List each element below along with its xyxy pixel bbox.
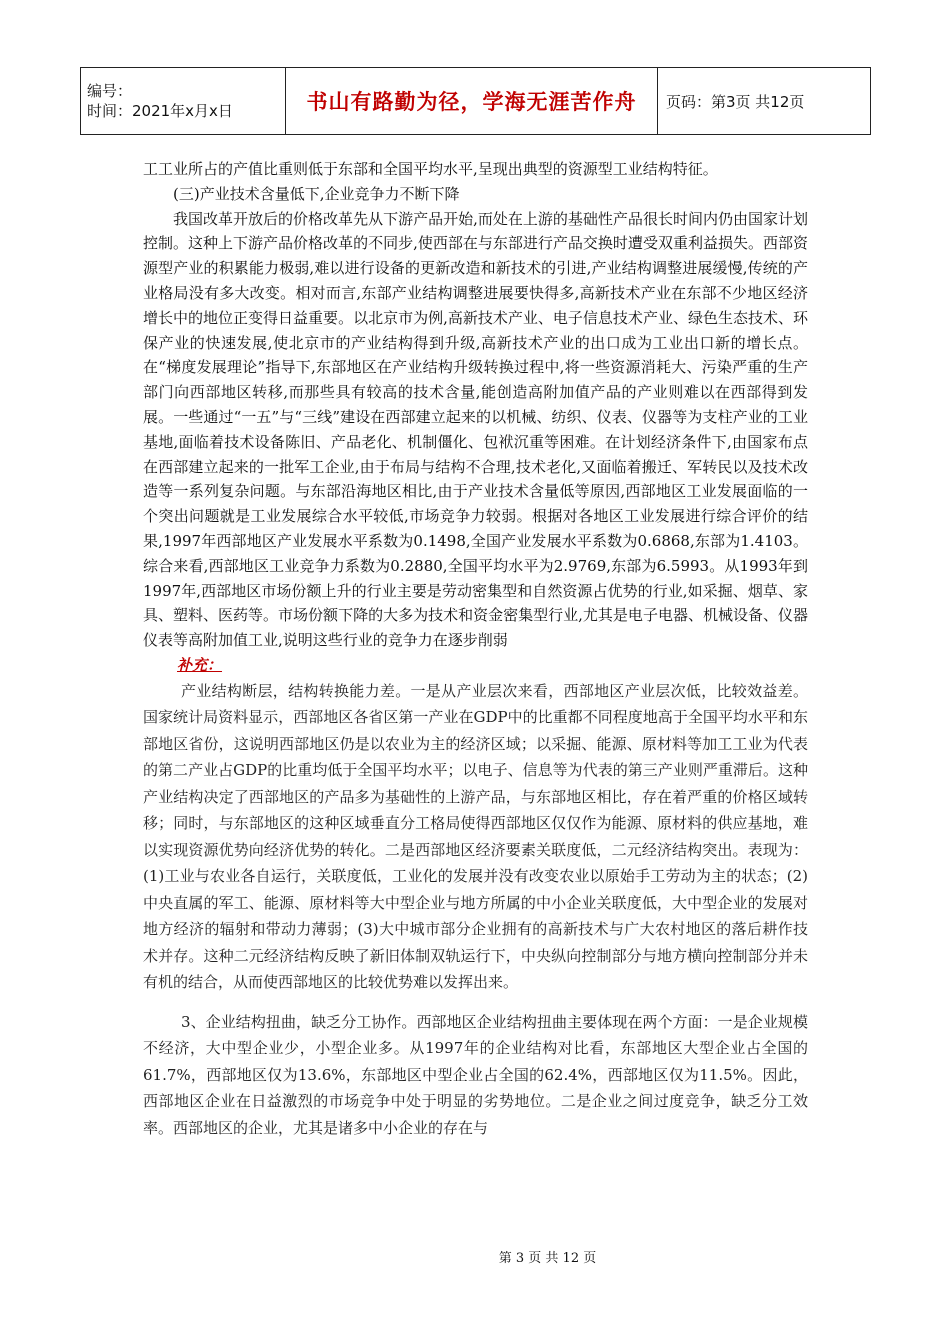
page-footer: 第 3 页 共 12 页 [498, 1251, 597, 1266]
section-heading: (三)产业技术含量低下,企业竞争力不断下降 [173, 184, 460, 203]
document-body [143, 157, 808, 1141]
supplement-paragraph: 3、企业结构扭曲，缺乏分工协作。西部地区企业结构扭曲主要体现在两个方面：一是企业规模不经济，大中型企业少，小型企业多。从1997年的企业结构对比看，东部地区大型企业占全国的61.7%，西部地区仅为13.6%，东部地区中型企业占全国的62.4%，西部地区仅为11.5%。因此，西部地区企业在日益激烈的市场竞争中处于明显的劣势地位。二是企业之间过度竞争，缺乏分工效率。西部地区的企业，尤其是诸多中小企业的存在与 [143, 1012, 808, 1137]
page-header [80, 67, 871, 135]
document-number-label: 编号： [87, 82, 133, 100]
header-motto: 书山有路勤为径，学海无涯苦作舟 [286, 68, 658, 135]
supplement-paragraph: 产业结构断层，结构转换能力差。一是从产业层次来看，西部地区产业层次低，比较效益差。国家统计局资料显示，西部地区各省区第一产业在GDP中的比重都不同程度地高于全国平均水平和东部地区省份，这说明西部地区仍是以农业为主的经济区域；以采掘、能源、原材料等加工工业为代表的第二产业占GDP的比重均低于全国平均水平；以电子、信息等为代表的第三产业则严重滞后。这种产业结构决定了西部地区的产品多为基础性的上游产品，与东部地区相比，存在着严重的价格区域转移；同时，与东部地区的这种区域垂直分工格局使得西部地区仅仅作为能源、原材料的供应基地，难以实现资源优势向经济优势的转化。二是西部地区经济要素关联度低，二元经济结构突出。表现为：(1)工业与农业各自运行，关联度低，工业化的发展并没有改变农业以原始手工劳动为主的状态；(2)中央直属的军工、能源、原材料等大中型企业与地方所属的中小企业关联度低，大中型企业的发展对地方经济的辐射和带动力薄弱；(3)大中城市部分企业拥有的高新技术与广大农村地区的落后耕作技术并存。这种二元经济结构反映了新旧体制双轨运行下，中央纵向控制部分与地方横向控制部分并未有机的结合，从而使西部地区的比较优势难以发挥出来。 [143, 681, 808, 992]
header-info-cell [81, 68, 286, 135]
body-paragraph: 我国改革开放后的价格改革先从下游产品开始,而处在上游的基础性产品很长时间内仍由国家计划控制。这种上下游产品价格改革的不同步,使西部在与东部进行产品交换时遭受双重利益损失。西部资源型产业的积累能力极弱,难以进行设备的更新改造和新技术的引进,产业结构调整进展缓慢,传统的产业格局没有多大改变。相对而言,东部产业结构调整进展要快得多,高新技术产业在东部不少地区经济增长中的地位正变得日益重要。以北京市为例,高新技术产业、电子信息技术产业、绿色生态技术、环保产业的快速发展,使北京市的产业结构得到升级,高新技术产业的出口成为工业出口新的增长点。在“梯度发展理论”指导下,东部地区在产业结构升级转换过程中,将一些资源消耗大、污染严重的生产部门向西部地区转移,而那些具有较高的技术含量,能创造高附加值产品的产业则难以在西部得到发展。一些通过“一五”与“三线”建设在西部建立起来的以机械、纺织、仪表、仪器等为支柱产业的工业基地,面临着技术设备陈旧、产品老化、机制僵化、包袱沉重等困难。在计划经济条件下,由国家布点在西部建立起来的一批军工企业,由于布局与结构不合理,技术老化,又面临着搬迁、军转民以及技术改造等一系列复杂问题。与东部沿海地区相比,由于产业技术含量低等原因,西部地区工业发展面临的一个突出问题就是工业发展综合水平较低,市场竞争力较弱。根据对各地区工业发展进行综合评价的结果,1997年西部地区产业发展水平系数为0.1498,全国产业发展水平系数为0.6868,东部为1.4103。综合来看,西部地区工业竞争力系数为0.2880,全国平均水平为2.9769,东部为6.5993。从1993年到1997年,西部地区市场份额上升的行业主要是劳动密集型和自然资源占优势的行业,如采掘、烟草、家具、塑料、医药等。市场份额下降的大多为技术和资金密集型行业,尤其是电子电器、机械设备、仪器仪表等高附加值工业,说明这些行业的竞争力在逐步削弱 [143, 209, 808, 650]
body-paragraph: 工工业所占的产值比重则低于东部和全国平均水平,呈现出典型的资源型工业结构特征。 [143, 160, 718, 178]
document-time-label: 时间：2021年x月x日 [87, 102, 233, 120]
header-page-info: 页码：第3页 共12页 [658, 68, 871, 135]
supplement-label: 补充： [177, 655, 223, 674]
